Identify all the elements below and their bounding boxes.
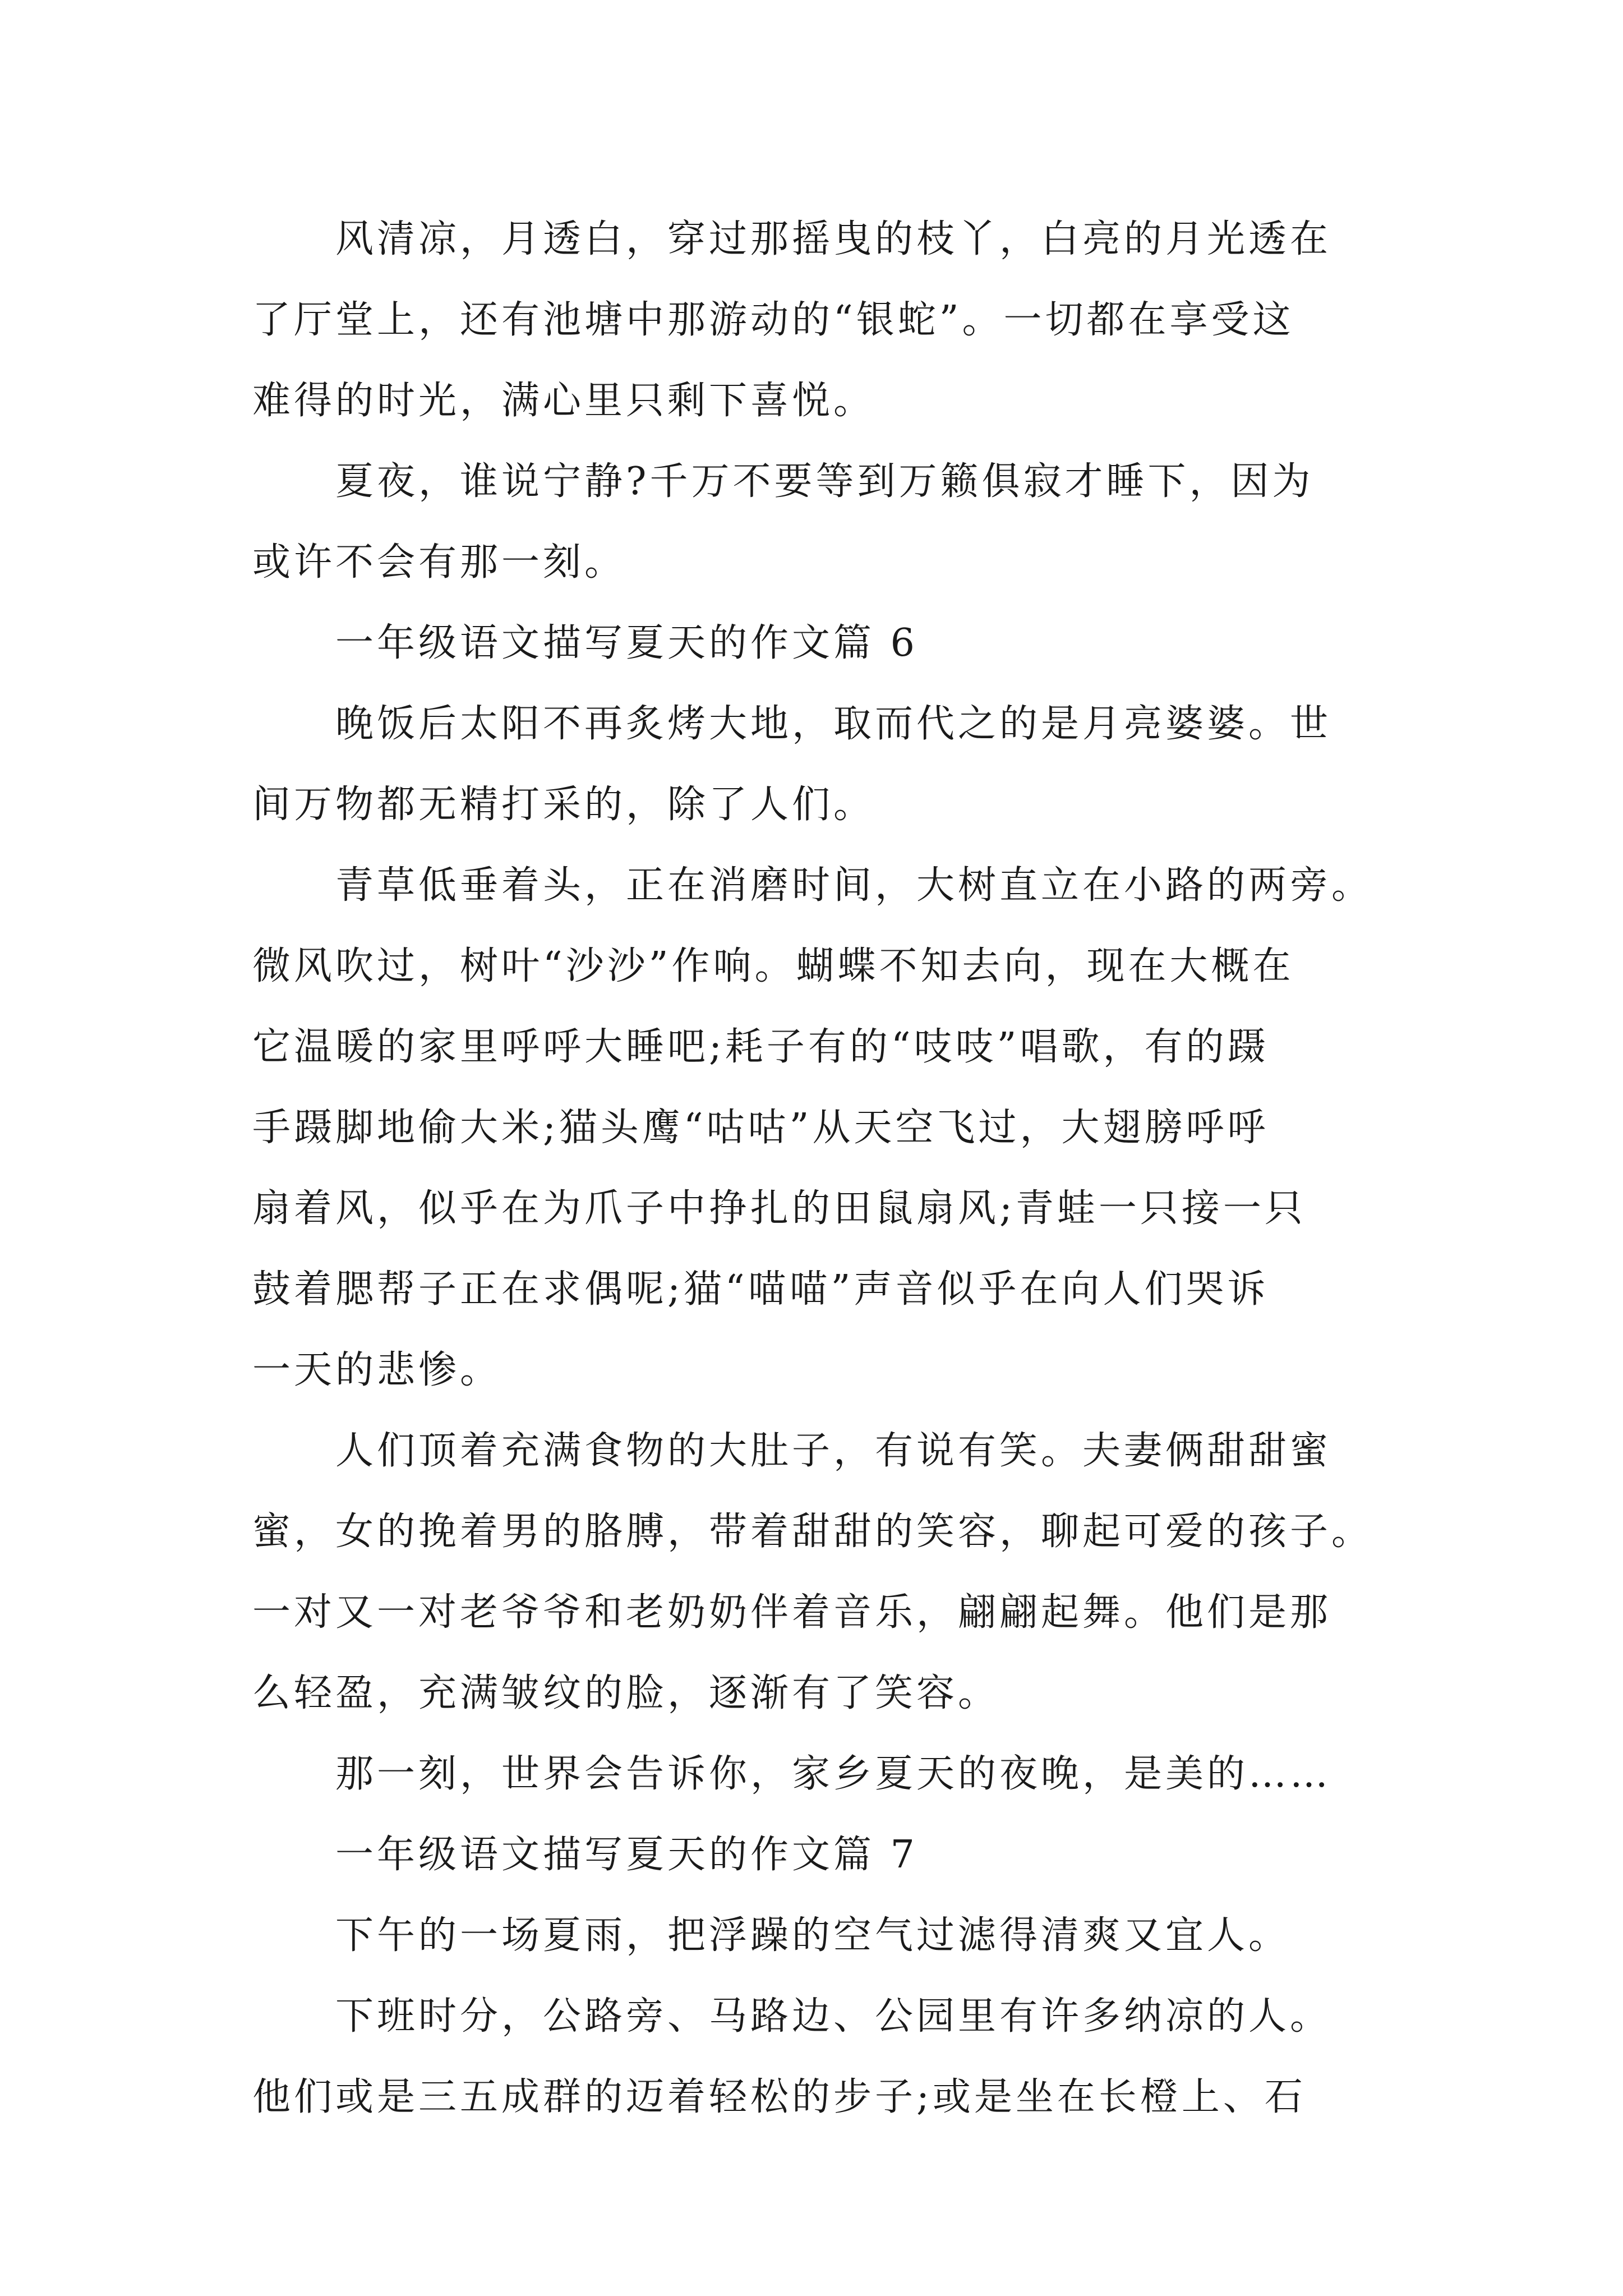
text-line: 难得的时光，满心里只剩下喜悦。 [252, 379, 875, 423]
text-line: 青草低垂着头，正在消磨时间，大树直立在小路的两旁。 [335, 863, 1373, 908]
text-line: 下班时分，公路旁、马路边、公园里有许多纳凉的人。 [335, 1994, 1332, 2039]
text-line: 它温暖的家里呼呼大睡吧;耗子有的“吱吱”唱歌，有的蹑 [252, 1025, 1269, 1069]
text-line: 那一刻，世界会告诉你，家乡夏天的夜晚，是美的…… [335, 1752, 1332, 1796]
section-heading: 一年级语文描写夏天的作文篇 6 [335, 621, 918, 665]
text-line: 人们顶着充满食物的大肚子，有说有笑。夫妻俩甜甜蜜 [335, 1429, 1332, 1473]
text-line: 蜜，女的挽着男的胳膊，带着甜甜的笑容，聊起可爱的孩子。 [252, 1510, 1373, 1554]
text-line: 晚饭后太阳不再炙烤大地，取而代之的是月亮婆婆。世 [335, 702, 1332, 746]
text-line: 下午的一场夏雨，把浮躁的空气过滤得清爽又宜人。 [335, 1913, 1290, 1958]
text-line: 微风吹过，树叶“沙沙”作响。蝴蝶不知去向，现在大概在 [252, 944, 1294, 988]
text-line: 一天的悲惨。 [252, 1348, 502, 1392]
text-line: 一对又一对老爷爷和老奶奶伴着音乐，翩翩起舞。他们是那 [252, 1590, 1332, 1635]
text-line: 他们或是三五成群的迈着轻松的步子;或是坐在长橙上、石 [252, 2075, 1306, 2119]
text-line: 么轻盈，充满皱纹的脸，逐渐有了笑容。 [252, 1671, 1000, 1715]
text-line: 夏夜，谁说宁静?千万不要等到万籁俱寂才睡下，因为 [335, 459, 1314, 504]
text-line: 扇着风，似乎在为爪子中挣扎的田鼠扇风;青蛙一只接一只 [252, 1186, 1306, 1231]
section-heading: 一年级语文描写夏天的作文篇 7 [335, 1833, 918, 1877]
text-line: 鼓着腮帮子正在求偶呢;猫“喵喵”声音似乎在向人们哭诉 [252, 1267, 1269, 1312]
document-body [252, 199, 1391, 2138]
text-line: 风清凉，月透白，穿过那摇曳的枝丫，白亮的月光透在 [335, 217, 1332, 261]
text-line: 间万物都无精打采的，除了人们。 [252, 783, 875, 827]
text-line: 手蹑脚地偷大米;猫头鹰“咕咕”从天空飞过，大翅膀呼呼 [252, 1106, 1269, 1150]
text-line: 了厅堂上，还有池塘中那游动的“银蛇”。一切都在享受这 [252, 298, 1294, 342]
text-line: 或许不会有那一刻。 [252, 540, 626, 585]
